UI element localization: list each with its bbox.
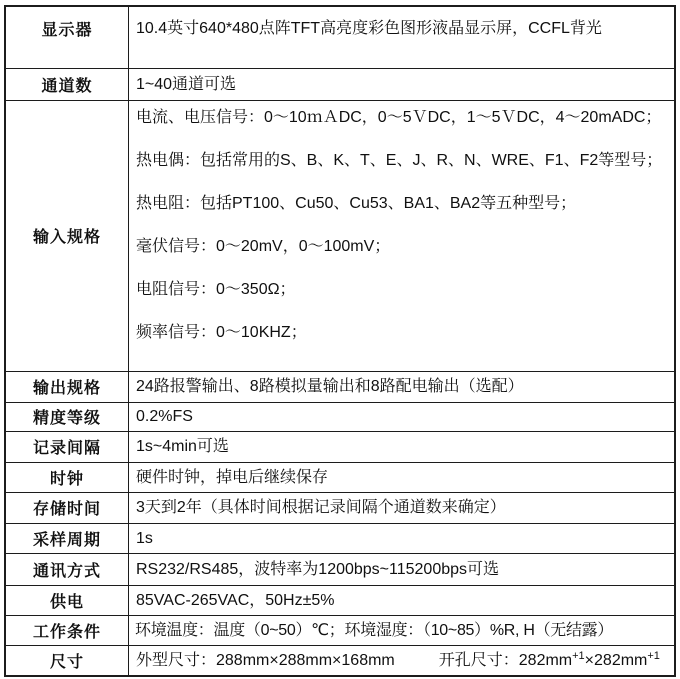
row-label-channels: 通道数: [5, 68, 129, 100]
row-label-storage-time: 存储时间: [5, 492, 129, 523]
row-label-input-specs: 输入规格: [5, 100, 129, 371]
row-label-output-specs: 输出规格: [5, 371, 129, 402]
table-row: [5, 100, 675, 371]
input-spec-line-thermocouple: 热电偶：包括常用的S、B、K、T、E、J、R、N、WRE、F1、F2等型号；: [136, 151, 663, 169]
row-value-display: 10.4英寸640*480点阵TFT高亮度彩色图形液晶显示屏，CCFL背光: [129, 6, 676, 68]
table-row: [5, 615, 675, 645]
row-value-output-specs: 24路报警输出、8路模拟量输出和8路配电输出（选配）: [129, 371, 676, 402]
row-label-accuracy: 精度等级: [5, 402, 129, 431]
row-label-record-interval: 记录间隔: [5, 431, 129, 462]
table-row: [5, 6, 675, 68]
table-row: [5, 402, 675, 431]
row-value-communication: RS232/RS485，波特率为1200bps~115200bps可选: [129, 553, 676, 585]
table-row: [5, 371, 675, 402]
row-value-record-interval: 1s~4min可选: [129, 431, 676, 462]
table-row: [5, 553, 675, 585]
input-spec-line-resistance: 电阻信号：0～350Ω；: [136, 280, 296, 298]
row-value-dimensions: [129, 645, 676, 676]
table-row: [5, 492, 675, 523]
row-value-channels: 1~40通道可选: [129, 68, 676, 100]
tolerance-superscript: +1: [572, 649, 585, 662]
row-value-power-supply: 85VAC-265VAC，50Hz±5%: [129, 585, 676, 615]
input-spec-line-millivolt: 毫伏信号：0～20mV，0～100mV；: [136, 237, 391, 255]
table-row: [5, 462, 675, 492]
row-label-working-conditions: 工作条件: [5, 615, 129, 645]
outer-dimension: 外型尺寸：288mm×288mm×168mm: [136, 651, 395, 669]
table-row: [5, 585, 675, 615]
row-label-clock: 时钟: [5, 462, 129, 492]
row-value-sampling-period: 1s: [129, 523, 676, 553]
row-value-storage-time: 3天到2年（具体时间根据记录间隔个通道数来确定）: [129, 492, 676, 523]
row-label-communication: 通讯方式: [5, 553, 129, 585]
row-value-accuracy: 0.2%FS: [129, 402, 676, 431]
tolerance-superscript: +1: [647, 649, 660, 662]
dimension-values: [136, 650, 668, 671]
row-label-dimensions: 尺寸: [5, 645, 129, 676]
row-label-display: 显示器: [5, 6, 129, 68]
row-value-working-conditions: 环境温度：温度（0~50）℃；环境湿度：（10~85）%R, H（无结露）: [129, 615, 676, 645]
cutout-dimension: 开孔尺寸：$282mm^{+1}\times 282mm^{+1}$: [438, 649, 660, 669]
table-row: [5, 523, 675, 553]
row-label-sampling-period: 采样周期: [5, 523, 129, 553]
row-label-power-supply: 供电: [5, 585, 129, 615]
table-row: [5, 431, 675, 462]
input-spec-line-frequency: 频率信号：0～10KHZ；: [136, 323, 307, 341]
row-value-input-specs: [129, 100, 676, 371]
input-spec-line-current-voltage: 电流、电压信号：0～10ｍＡDC，0～5ＶDC，1～5ＶDC，4～20mADC；: [136, 108, 662, 126]
input-spec-line-rtd: 热电阻：包括PT100、Cu50、Cu53、BA1、BA2等五种型号；: [136, 194, 577, 212]
spec-table: [4, 5, 676, 677]
row-value-clock: 硬件时钟，掉电后继续保存: [129, 462, 676, 492]
table-row: [5, 68, 675, 100]
table-row: [5, 645, 675, 676]
